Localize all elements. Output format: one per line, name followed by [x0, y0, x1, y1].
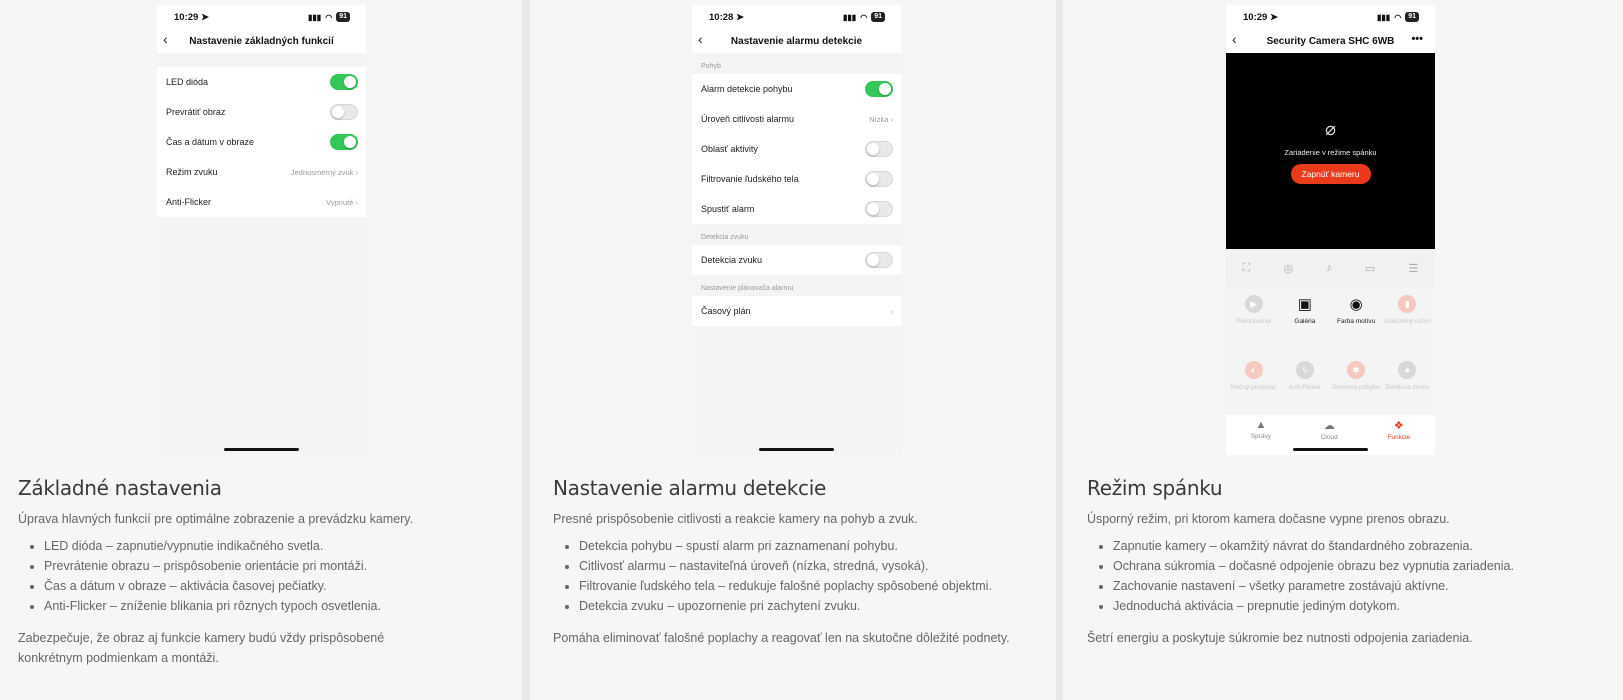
- record-icon[interactable]: ▭: [1364, 262, 1376, 275]
- phone-screenshot: [157, 5, 366, 455]
- wake-camera-button[interactable]: Zapnúť kameru: [1291, 164, 1371, 184]
- card-title: Režim spánku: [1087, 476, 1223, 500]
- tab-functions[interactable]: ❖ Funkcie: [1387, 420, 1411, 441]
- feature-list: [18, 536, 508, 616]
- timestamp-toggle[interactable]: [330, 134, 358, 150]
- sleep-icon: ⌀: [1325, 118, 1336, 139]
- setting-row-flip[interactable]: Prevrátiť obraz: [157, 97, 366, 127]
- feature-card-sleep: [1063, 0, 1623, 700]
- phone-screenshot: [1226, 5, 1435, 455]
- section-label: Nastavenie plánovača alarmu: [701, 285, 794, 292]
- list-item: • Citlivosť alarmu – nastaviteľná úroveň (nízka, stredná, vysoká).: [579, 556, 1042, 576]
- feature-night-switch[interactable]: ◐ Nočný prepínač: [1228, 359, 1279, 425]
- screen-title: Nastavenie základných funkcií: [189, 35, 334, 47]
- setting-row-motion-alarm[interactable]: Alarm detekcie pohybu: [692, 74, 901, 104]
- fullscreen-icon[interactable]: ⛶: [1242, 261, 1251, 274]
- flip-toggle[interactable]: [330, 104, 358, 120]
- back-icon[interactable]: ‹: [698, 31, 703, 47]
- setting-row-sound-detection[interactable]: Detekcia zvuku: [692, 245, 901, 275]
- motion-icon: ✱: [1347, 361, 1365, 379]
- trigger-alarm-toggle[interactable]: [865, 201, 893, 217]
- night-icon: ◐: [1245, 361, 1263, 379]
- setting-row-anti-flicker[interactable]: Anti-Flicker Vypnuté ›: [157, 187, 366, 217]
- feature-list: [553, 536, 1042, 616]
- menu-icon[interactable]: ☰: [1408, 262, 1419, 275]
- setting-row-sound-mode[interactable]: Režim zvuku Jednosmerný zvuk ›: [157, 157, 366, 187]
- privacy-icon: ▮: [1398, 295, 1416, 313]
- home-indicator: [759, 448, 834, 451]
- sound-detection-toggle[interactable]: [865, 252, 893, 268]
- play-icon: ▶: [1245, 295, 1263, 313]
- tab-messages[interactable]: ▲ Správy: [1250, 419, 1272, 440]
- list-item: • LED dióda – zapnutie/vypnutie indikačného svetla.: [44, 536, 508, 556]
- back-icon[interactable]: ‹: [163, 31, 168, 47]
- section-label: Detekcia zvuku: [701, 234, 749, 241]
- nav-bar: [1226, 29, 1435, 53]
- feature-theme-color[interactable]: ◉ Farba motívu: [1336, 296, 1376, 325]
- list-item: • Jednoduchá aktivácia – prepnutie jediným dotykom.: [1113, 596, 1609, 616]
- section-label: Pohyb: [701, 63, 721, 70]
- list-item: • Ochrana súkromia – dočasné odpojenie obrazu bez vypnutia zariadenia.: [1113, 556, 1609, 576]
- card-description: Presné prispôsobenie citlivosti a reakcie kamery na pohyb a zvuk.: [553, 512, 918, 526]
- bell-icon: ▲: [1255, 419, 1267, 431]
- list-item: • Anti-Flicker – zníženie blikania pri rôznych typoch osvetlenia.: [44, 596, 508, 616]
- led-toggle[interactable]: [330, 74, 358, 90]
- microphone-icon[interactable]: ♪: [1326, 262, 1332, 274]
- setting-row-trigger-alarm[interactable]: Spustiť alarm: [692, 194, 901, 224]
- snapshot-icon[interactable]: ◎: [1283, 262, 1294, 275]
- setting-row-schedule[interactable]: Časový plán ›: [692, 296, 901, 326]
- card-description: Úprava hlavných funkcií pre optimálne zobrazenie a prevádzku kamery.: [18, 512, 414, 526]
- screen-title: Nastavenie alarmu detekcie: [730, 35, 863, 47]
- feature-sound-detection[interactable]: ● Detekcia zvuku: [1382, 359, 1433, 425]
- chevron-right-icon: ›: [890, 306, 893, 316]
- feature-playback[interactable]: ▶ Prehrávanie: [1228, 293, 1279, 359]
- gallery-icon: ▣: [1297, 296, 1312, 313]
- video-controls: [1226, 249, 1435, 287]
- mic-icon: ●: [1398, 361, 1416, 379]
- chevron-right-icon: ›: [355, 167, 358, 177]
- screen-title: Security Camera SHC 6WB: [1266, 35, 1395, 47]
- list-item: • Filtrovanie ľudského tela – redukuje falošné poplachy spôsobené objektmi.: [579, 576, 1042, 596]
- feature-gallery[interactable]: ▣ Galéria: [1294, 296, 1316, 325]
- feature-list: [1087, 536, 1609, 616]
- card-footnote: Šetrí energiu a poskytuje súkromie bez nutnosti odpojenia zariadenia.: [1087, 631, 1473, 645]
- feature-motion-detection[interactable]: ✱ Detekcia pohybu: [1331, 359, 1382, 425]
- functions-icon: ❖: [1393, 420, 1404, 432]
- setting-row-sensitivity[interactable]: Úroveň citlivosti alarmu Nízka ›: [692, 104, 901, 134]
- feature-card-alarm: [530, 0, 1056, 700]
- palette-icon: ◉: [1349, 296, 1363, 313]
- status-bar: 10:29 ➤ ▮▮▮ ◠ 91: [157, 5, 366, 29]
- setting-row-timestamp[interactable]: Čas a dátum v obraze: [157, 127, 366, 157]
- list-item: • Detekcia pohybu – spustí alarm pri zaznamenaní pohybu.: [579, 536, 1042, 556]
- home-indicator: [224, 448, 299, 451]
- motion-alarm-toggle[interactable]: [865, 81, 893, 97]
- video-preview: [1226, 53, 1435, 249]
- chevron-right-icon: ›: [355, 197, 358, 207]
- list-item: • Čas a dátum v obraze – aktivácia časovej pečiatky.: [44, 576, 508, 596]
- cloud-icon: ☁: [1323, 420, 1335, 432]
- activity-area-toggle[interactable]: [865, 141, 893, 157]
- chevron-right-icon: ›: [890, 114, 893, 124]
- card-title: Základné nastavenia: [18, 476, 222, 500]
- setting-row-led[interactable]: LED dióda: [157, 67, 366, 97]
- feature-card-basic: [0, 0, 522, 700]
- card-footnote: Zabezpečuje, že obraz aj funkcie kamery budú vždy prispôsobené konkrétnym podmienkam a montáži.: [18, 631, 385, 665]
- sleep-status-text: Zariadenie v režime spánku: [1284, 147, 1377, 157]
- feature-grid: [1226, 287, 1435, 431]
- flicker-icon: ϟ: [1296, 361, 1314, 379]
- setting-row-activity-area[interactable]: Oblasť aktivity: [692, 134, 901, 164]
- home-indicator: [1293, 448, 1368, 451]
- feature-privacy-mode[interactable]: ▮ Súkromný režim: [1382, 293, 1433, 359]
- status-bar: 10:29 ➤ ▮▮▮ ◠ 91: [1226, 5, 1435, 29]
- card-description: Úsporný režim, pri ktorom kamera dočasne vypne prenos obrazu.: [1087, 512, 1450, 526]
- nav-bar: [157, 29, 366, 53]
- tab-cloud[interactable]: ☁ Cloud: [1320, 420, 1338, 441]
- human-filter-toggle[interactable]: [865, 171, 893, 187]
- phone-screenshot: [692, 5, 901, 455]
- feature-anti-flicker[interactable]: ϟ Anti-Flicker: [1279, 359, 1330, 425]
- back-icon[interactable]: ‹: [1232, 31, 1237, 47]
- list-item: • Detekcia zvuku – upozornenie pri zachytení zvuku.: [579, 596, 1042, 616]
- more-icon[interactable]: •••: [1411, 33, 1423, 45]
- nav-bar: [692, 29, 901, 53]
- setting-row-human-filter[interactable]: Filtrovanie ľudského tela: [692, 164, 901, 194]
- list-item: • Zachovanie nastavení – všetky parametre zostávajú aktívne.: [1113, 576, 1609, 596]
- status-bar: 10:28 ➤ ▮▮▮ ◠ 91: [692, 5, 901, 29]
- list-item: • Zapnutie kamery – okamžitý návrat do štandardného zobrazenia.: [1113, 536, 1609, 556]
- list-item: • Prevrátenie obrazu – prispôsobenie orientácie pri montáži.: [44, 556, 508, 576]
- card-footnote: Pomáha eliminovať falošné poplachy a reagovať len na skutočne dôležité podnety.: [553, 631, 1010, 645]
- card-title: Nastavenie alarmu detekcie: [553, 476, 827, 500]
